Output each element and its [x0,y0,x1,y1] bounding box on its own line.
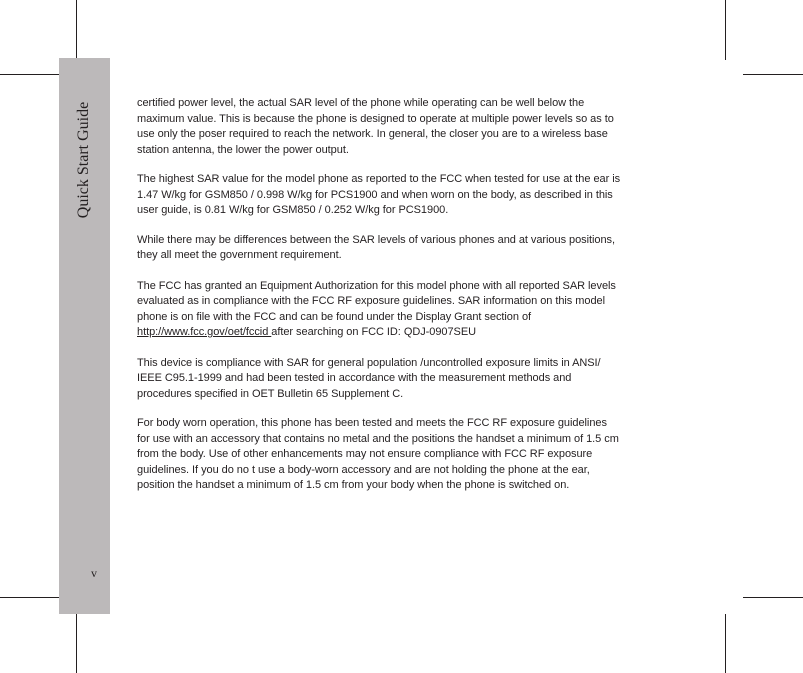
text-line: guidelines. If you do no t use a body-worn accessory and are not holding the phone at the ear, [137,463,590,476]
paragraph-fcc-authorization [137,279,662,341]
text-line: station antenna, the lower the power output. [137,143,349,156]
text-line: use only the poser required to reach the network. In general, the closer you are to a wireless base [137,128,608,140]
text-line: for use with an accessory that contains no metal and the positions the handset a minimum of 1.5 cm [137,432,619,445]
text-line: evaluated as in compliance with the FCC RF exposure guidelines. SAR information on this model [137,295,605,307]
text-line: phone is on file with the FCC and can be found under the Display Grant section of [137,310,532,323]
text-line: IEEE C95.1-1999 and had been tested in accordance with the measurement methods and [137,372,572,384]
crop-mark-bottom-left [76,614,77,673]
text-line: 1.47 W/kg for GSM850 / 0.998 W/kg for PCS1900 and when worn on the body, as described in this [137,188,613,201]
fcc-id-link[interactable]: http://www.fcc.gov/oet/fccid [137,326,272,338]
crop-mark-bottom-right [725,614,726,673]
text-line: they all meet the government requirement. [137,249,342,261]
crop-mark-right-top [743,74,803,75]
text-line: While there may be differences between the SAR levels of various phones and at various positions, [137,233,615,246]
paragraph-highest-sar [137,172,662,219]
text-line: The FCC has granted an Equipment Authorization for this model phone with all reported SAR levels [137,279,616,292]
text-line: For body worn operation, this phone has been tested and meets the FCC RF exposure guidelines [137,417,607,429]
text-line: user guide, is 0.81 W/kg for GSM850 / 0.252 W/kg for PCS1900. [137,204,449,216]
crop-mark-top-left [76,0,77,60]
text-line: after searching on FCC ID: QDJ-0907SEU [271,326,477,338]
text-line: The highest SAR value for the model phone as reported to the FCC when tested for use at the ear is [137,173,621,185]
paragraph-compliance [137,356,662,403]
paragraph-sar-level [137,96,662,158]
side-title: Quick Start Guide [75,101,92,219]
crop-mark-top-right [725,0,726,60]
text-line: from the body. Use of other enhancements may not ensure compliance with FCC RF exposure [137,448,593,460]
paragraph-differences [137,233,662,264]
paragraph-body-worn [137,416,662,494]
crop-mark-left-bottom [0,597,60,598]
text-line: certified power level, the actual SAR level of the phone while operating can be well below the [137,97,585,109]
crop-mark-left-top [0,74,60,75]
crop-mark-right-bottom [743,597,803,598]
text-line: maximum value. This is because the phone is designed to operate at multiple power levels so as to [137,112,614,125]
text-line: position the handset a minimum of 1.5 cm from your body when the phone is switched on. [137,479,570,491]
page-content [137,96,662,494]
text-line: This device is compliance with SAR for general population /uncontrolled exposure limits in ANSI/ [137,356,601,369]
text-line: procedures specified in OET Bulletin 65 Supplement C. [137,387,404,400]
page-number: v [91,566,97,580]
